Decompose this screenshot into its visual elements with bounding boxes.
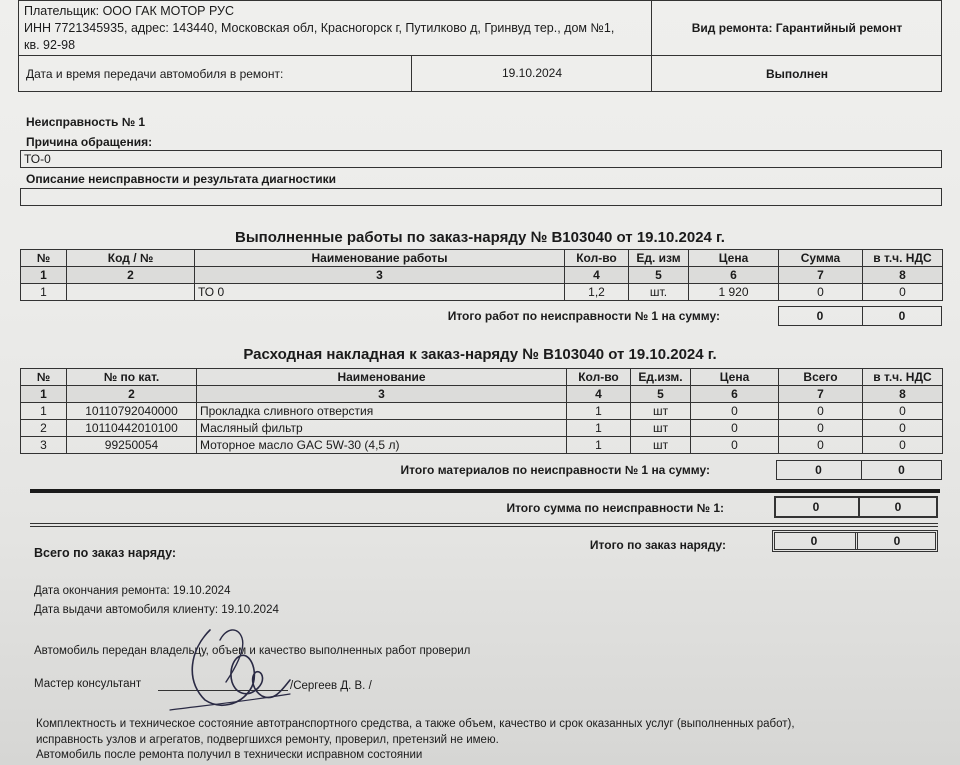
works-col-sum: Сумма [779, 250, 863, 267]
works-index-3: 3 [195, 267, 565, 284]
works-title: Выполненные работы по заказ-наряду № В103040 от 19.10.2024 г. [235, 229, 725, 246]
fault-description-label: Описание неисправности и результата диагностики [26, 172, 337, 186]
completeness-line-3: Автомобиль после ремонта получил в технически исправном состоянии [36, 749, 423, 761]
order-total-sum: 0 [810, 534, 818, 548]
order-total-label: Итого по заказ наряду: [589, 538, 726, 552]
table-row [21, 420, 943, 437]
materials-col-total: Всего [779, 369, 863, 386]
materials-total-sum: 0 [815, 463, 822, 477]
materials-cell-catalog: 10110442010100 [67, 420, 197, 437]
table-row [21, 284, 943, 301]
master-consultant-label: Мастер консультант [34, 678, 142, 690]
fault-total-vat: 0 [894, 500, 902, 514]
order-total-divider-top [30, 523, 938, 524]
materials-cell-price: 0 [691, 420, 779, 437]
works-col-price: Цена [689, 250, 779, 267]
materials-cell-price: 0 [691, 403, 779, 420]
materials-cell-qty: 1 [567, 437, 631, 454]
materials-cell-catalog: 10110792040000 [67, 403, 197, 420]
payer-address: ИНН 7721345935, адрес: 143440, Московская обл, Красногорск г, Путилково д, Гринвуд тер., дом №1, [24, 21, 615, 35]
fault-total-label: Итого сумма по неисправности № 1: [506, 501, 724, 515]
works-col-number: № [21, 250, 67, 267]
materials-col-qty: Кол-во [567, 369, 631, 386]
materials-cell-vat: 0 [863, 403, 943, 420]
works-cell-unit: шт. [629, 284, 689, 301]
payer-address-apartment: кв. 92-98 [24, 38, 76, 52]
payer-name: Плательщик: ООО ГАК МОТОР РУС [24, 4, 235, 18]
signature-icon [150, 610, 300, 720]
table-row [21, 437, 943, 454]
works-cell-sum: 0 [779, 284, 863, 301]
materials-cell-unit: шт [631, 403, 691, 420]
works-table [20, 249, 943, 301]
works-cell-qty: 1,2 [565, 284, 629, 301]
materials-col-vat: в т.ч. НДС [863, 369, 943, 386]
materials-total-label: Итого материалов по неисправности № 1 на сумму: [400, 463, 710, 477]
materials-col-number: № [21, 369, 67, 386]
works-total-vat: 0 [898, 309, 906, 323]
materials-title: Расходная накладная к заказ-наряду № В103040 от 19.10.2024 г. [243, 346, 717, 363]
works-index-4: 4 [565, 267, 629, 284]
materials-index-3: 3 [197, 386, 567, 403]
materials-index-8: 8 [863, 386, 943, 403]
works-index-1: 1 [21, 267, 67, 284]
works-cell-number: 1 [21, 284, 67, 301]
works-col-code: Код / № [67, 250, 195, 267]
repair-type: Вид ремонта: Гарантийный ремонт [691, 21, 903, 35]
materials-cell-qty: 1 [567, 403, 631, 420]
works-cell-vat: 0 [863, 284, 943, 301]
fault-reason-value: ТО-0 [24, 152, 51, 166]
materials-index-5: 5 [631, 386, 691, 403]
materials-cell-name: Прокладка сливного отверстия [197, 403, 567, 420]
fault-description-box [20, 188, 942, 206]
materials-header-row [21, 369, 943, 386]
materials-index-4: 4 [567, 386, 631, 403]
works-index-7: 7 [779, 267, 863, 284]
works-col-qty: Кол-во [565, 250, 629, 267]
materials-cell-name: Масляный фильтр [197, 420, 567, 437]
handover-label: Дата и время передачи автомобиля в ремонт: [26, 67, 284, 81]
fault-total-sum: 0 [812, 500, 820, 514]
materials-col-unit: Ед.изм. [631, 369, 691, 386]
materials-cell-vat: 0 [863, 420, 943, 437]
materials-col-catalog: № по кат. [67, 369, 197, 386]
works-total-sum: 0 [816, 309, 824, 323]
handover-date: 19.10.2024 [501, 66, 563, 80]
materials-cell-catalog: 99250054 [67, 437, 197, 454]
vehicle-issue-date: Дата выдачи автомобиля клиенту: 19.10.2024 [34, 604, 279, 616]
materials-index-7: 7 [779, 386, 863, 403]
materials-cell-total: 0 [779, 403, 863, 420]
works-cell-name: ТО 0 [195, 284, 565, 301]
order-total-divider-bottom [30, 526, 938, 527]
materials-index-6: 6 [691, 386, 779, 403]
materials-total-vat: 0 [898, 463, 905, 477]
materials-cell-unit: шт [631, 437, 691, 454]
materials-cell-vat: 0 [863, 437, 943, 454]
works-header-row [21, 250, 943, 267]
materials-index-2: 2 [67, 386, 197, 403]
works-col-unit: Ед. изм [629, 250, 689, 267]
order-total-vat: 0 [893, 534, 901, 548]
completeness-line-1: Комплектность и техническое состояние автотранспортного средства, а также объем, качество и срок оказанных услуг (выполненных работ), [36, 718, 795, 730]
materials-table [20, 368, 943, 454]
fault-number: Неисправность № 1 [26, 115, 146, 129]
works-index-2: 2 [67, 267, 195, 284]
materials-cell-total: 0 [779, 420, 863, 437]
works-index-6: 6 [689, 267, 779, 284]
repair-status: Выполнен [766, 67, 828, 81]
materials-cell-qty: 1 [567, 420, 631, 437]
materials-col-price: Цена [691, 369, 779, 386]
fault-reason-box [20, 150, 942, 168]
materials-cell-name: Моторное масло GAC 5W-30 (4,5 л) [197, 437, 567, 454]
materials-cell-unit: шт [631, 420, 691, 437]
master-consultant-name: /Сергеев Д. В. / [290, 680, 372, 692]
fault-reason-label: Причина обращения: [26, 135, 153, 149]
materials-col-name: Наименование [197, 369, 567, 386]
fault-total-divider [30, 489, 940, 493]
repair-end-date: Дата окончания ремонта: 19.10.2024 [34, 585, 231, 597]
materials-cell-total: 0 [779, 437, 863, 454]
materials-cell-number: 1 [21, 403, 67, 420]
handed-over-statement: Автомобиль передан владельцу, объем и качество выполненных работ проверил [34, 645, 471, 657]
works-cell-price: 1 920 [689, 284, 779, 301]
table-row [21, 403, 943, 420]
materials-cell-price: 0 [691, 437, 779, 454]
materials-cell-number: 3 [21, 437, 67, 454]
materials-column-index-row [21, 386, 943, 403]
works-index-8: 8 [863, 267, 943, 284]
materials-index-1: 1 [21, 386, 67, 403]
order-heading: Всего по заказ наряду: [34, 546, 177, 560]
works-cell-code [67, 284, 195, 301]
materials-cell-number: 2 [21, 420, 67, 437]
works-col-name: Наименование работы [195, 250, 565, 267]
works-index-5: 5 [629, 267, 689, 284]
works-total-label: Итого работ по неисправности № 1 на сумму: [447, 309, 720, 323]
works-column-index-row [21, 267, 943, 284]
works-col-vat: в т.ч. НДС [863, 250, 943, 267]
completeness-line-2: исправность узлов и агрегатов, подвергшихся ремонту, проверил, претензий не имею. [36, 734, 499, 746]
